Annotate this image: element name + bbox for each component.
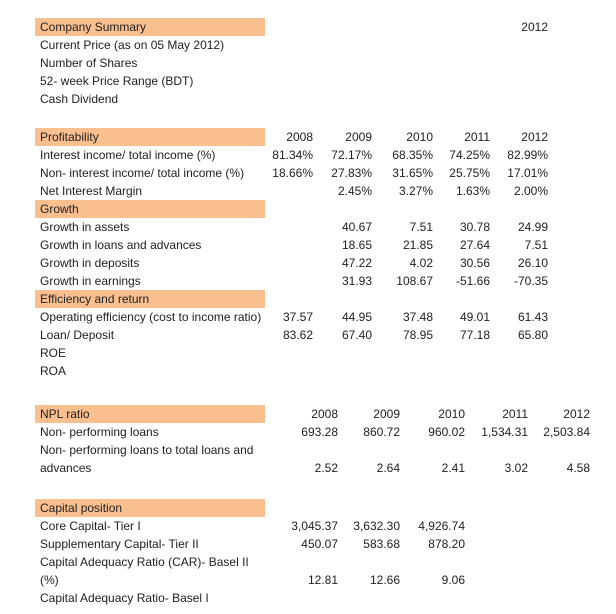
- table-row: [35, 164, 548, 182]
- row-label: ROA: [40, 364, 67, 378]
- value-cell: 3.02: [504, 461, 528, 475]
- table-row: [35, 535, 590, 553]
- empty-cell: [433, 18, 490, 36]
- row-label: 52- week Price Range (BDT): [40, 74, 194, 88]
- value-cell: 31.93: [341, 274, 372, 288]
- year-column-header: 2010: [406, 130, 433, 144]
- value-cell: 878.20: [428, 537, 465, 551]
- year-column-header: 2011: [502, 407, 528, 421]
- value-cell: 1,534.31: [481, 425, 528, 439]
- row-label: Non- performing loans to total loans and advances: [40, 443, 254, 475]
- section-header-row: [35, 18, 548, 36]
- value-cell: 3,632.30: [353, 519, 400, 533]
- value-cell: -51.66: [455, 274, 490, 288]
- value-cell: 2.52: [314, 461, 338, 475]
- value-cell: 3.27%: [398, 184, 433, 198]
- row-label: ROE: [40, 346, 67, 360]
- value-cell: 30.56: [459, 256, 490, 270]
- value-cell: 4.58: [566, 461, 590, 475]
- table-row: [35, 308, 548, 326]
- value-cell: 108.67: [396, 274, 433, 288]
- value-cell: 30.78: [459, 220, 490, 234]
- empty-cell: [265, 218, 313, 236]
- table-row: [35, 441, 590, 477]
- empty-cell: [528, 589, 590, 607]
- row-label: Supplementary Capital- Tier II: [40, 537, 199, 551]
- value-cell: 82.99%: [507, 148, 548, 162]
- empty-cell: [490, 72, 548, 90]
- value-cell: -70.35: [513, 274, 548, 288]
- value-cell: 83.62: [282, 328, 313, 342]
- table-row: [35, 517, 590, 535]
- spacer: [35, 108, 616, 128]
- table-row: [35, 254, 548, 272]
- empty-cell: [265, 72, 313, 90]
- value-cell: 74.25%: [449, 148, 490, 162]
- value-cell: 72.17%: [331, 148, 372, 162]
- row-label: Current Price (as on 05 May 2012): [40, 38, 225, 52]
- row-label: Capital Adequacy Ratio (CAR)- Basel II (%): [40, 555, 249, 587]
- empty-cell: [313, 90, 372, 108]
- value-cell: 12.81: [307, 573, 338, 587]
- spacer: [35, 477, 616, 499]
- empty-cell: [265, 90, 313, 108]
- table-row: [35, 90, 548, 108]
- table-row: [35, 553, 590, 589]
- value-cell: 1.63%: [455, 184, 490, 198]
- value-cell: 27.83%: [331, 166, 372, 180]
- table-row: [35, 272, 548, 290]
- value-cell: 65.80: [517, 328, 548, 342]
- empty-cell: [465, 535, 528, 553]
- row-label: Interest income/ total income (%): [40, 148, 216, 162]
- section-header-row: [35, 290, 548, 308]
- empty-cell: [265, 182, 313, 200]
- section-header: Capital position: [35, 499, 265, 517]
- empty-cell: [433, 344, 490, 362]
- empty-cell: [265, 362, 313, 380]
- value-cell: 81.34%: [272, 148, 313, 162]
- value-cell: 77.18: [459, 328, 490, 342]
- section-header: Efficiency and return: [35, 290, 265, 308]
- value-cell: 31.65%: [392, 166, 433, 180]
- empty-cell: [490, 36, 548, 54]
- empty-cell: [265, 236, 313, 254]
- empty-cell: [372, 344, 433, 362]
- section-header: Profitability: [35, 128, 265, 146]
- empty-cell: [433, 36, 490, 54]
- value-cell: 78.95: [402, 328, 433, 342]
- value-cell: 61.43: [517, 310, 548, 324]
- row-label: Non- interest income/ total income (%): [40, 166, 245, 180]
- empty-cell: [372, 54, 433, 72]
- value-cell: 67.40: [341, 328, 372, 342]
- value-cell: 7.51: [409, 220, 433, 234]
- empty-cell: [490, 200, 548, 218]
- empty-cell: [313, 72, 372, 90]
- empty-cell: [313, 54, 372, 72]
- value-cell: 44.95: [341, 310, 372, 324]
- table-row: [35, 326, 548, 344]
- row-label: Number of Shares: [40, 56, 138, 70]
- row-label: Growth in assets: [40, 220, 130, 234]
- empty-cell: [265, 36, 313, 54]
- value-cell: 37.57: [282, 310, 313, 324]
- table-row: [35, 36, 548, 54]
- value-cell: 2.64: [376, 461, 400, 475]
- table-row: [35, 72, 548, 90]
- value-cell: 18.65: [341, 238, 372, 252]
- empty-cell: [372, 18, 433, 36]
- spacer: [35, 380, 616, 405]
- empty-cell: [528, 517, 590, 535]
- empty-cell: [372, 200, 433, 218]
- value-cell: 47.22: [341, 256, 372, 270]
- row-label: Cash Dividend: [40, 92, 119, 106]
- value-cell: 9.06: [441, 573, 465, 587]
- empty-cell: [528, 499, 590, 517]
- value-cell: 40.67: [341, 220, 372, 234]
- section-header: NPL ratio: [35, 405, 265, 423]
- table-row: [35, 54, 548, 72]
- table-row: [35, 589, 590, 607]
- value-cell: 26.10: [517, 256, 548, 270]
- year-column-header: 2012: [563, 407, 590, 421]
- table-row: [35, 146, 548, 164]
- empty-cell: [490, 290, 548, 308]
- value-cell: 25.75%: [449, 166, 490, 180]
- value-cell: 17.01%: [507, 166, 548, 180]
- value-cell: 24.99: [517, 220, 548, 234]
- empty-cell: [313, 36, 372, 54]
- section-header-row: [35, 405, 590, 423]
- row-label: Growth in deposits: [40, 256, 140, 270]
- value-cell: 2.45%: [337, 184, 372, 198]
- empty-cell: [465, 589, 528, 607]
- empty-cell: [265, 499, 338, 517]
- year-column-header: 2009: [345, 130, 372, 144]
- table-row: [35, 182, 548, 200]
- company-summary-table: [35, 18, 548, 108]
- value-cell: 12.66: [369, 573, 400, 587]
- value-cell: 583.68: [363, 537, 400, 551]
- empty-cell: [372, 72, 433, 90]
- capital-position-table: [35, 499, 590, 607]
- row-label: Non- performing loans: [40, 425, 159, 439]
- section-header: Growth: [35, 200, 265, 218]
- empty-cell: [338, 499, 400, 517]
- row-label: Core Capital- Tier I: [40, 519, 141, 533]
- empty-cell: [313, 290, 372, 308]
- value-cell: 21.85: [402, 238, 433, 252]
- table-row: [35, 344, 548, 362]
- value-cell: 450.07: [301, 537, 338, 551]
- empty-cell: [400, 499, 465, 517]
- empty-cell: [313, 344, 372, 362]
- empty-cell: [528, 553, 590, 589]
- empty-cell: [528, 535, 590, 553]
- empty-cell: [265, 272, 313, 290]
- table-row: [35, 218, 548, 236]
- empty-cell: [433, 72, 490, 90]
- value-cell: 4,926.74: [418, 519, 465, 533]
- section-header-row: [35, 128, 548, 146]
- empty-cell: [490, 90, 548, 108]
- value-cell: 860.72: [363, 425, 400, 439]
- empty-cell: [265, 254, 313, 272]
- value-cell: 68.35%: [392, 148, 433, 162]
- section-header-row: [35, 499, 590, 517]
- value-cell: 49.01: [459, 310, 490, 324]
- empty-cell: [400, 589, 465, 607]
- row-label: Growth in loans and advances: [40, 238, 202, 252]
- section-header: Company Summary: [35, 18, 265, 36]
- npl-ratio-table: [35, 405, 590, 477]
- year-column-header: 2011: [464, 130, 490, 144]
- empty-cell: [338, 589, 400, 607]
- table-row: [35, 362, 548, 380]
- value-cell: 3,045.37: [291, 519, 338, 533]
- table-row: [35, 236, 548, 254]
- value-cell: 2.00%: [513, 184, 548, 198]
- empty-cell: [490, 344, 548, 362]
- empty-cell: [372, 90, 433, 108]
- value-cell: 2.41: [441, 461, 465, 475]
- empty-cell: [265, 54, 313, 72]
- year-column-header: 2008: [286, 130, 313, 144]
- value-cell: 37.48: [402, 310, 433, 324]
- value-cell: 2,503.84: [543, 425, 590, 439]
- year-column-header: 2008: [311, 407, 338, 421]
- year-column-header: 2009: [373, 407, 400, 421]
- empty-cell: [490, 54, 548, 72]
- empty-cell: [465, 517, 528, 535]
- empty-cell: [433, 200, 490, 218]
- empty-cell: [433, 54, 490, 72]
- empty-cell: [265, 589, 338, 607]
- empty-cell: [433, 290, 490, 308]
- row-label: Loan/ Deposit: [40, 328, 115, 342]
- value-cell: 960.02: [428, 425, 465, 439]
- value-cell: 18.66%: [272, 166, 313, 180]
- row-label: Net Interest Margin: [40, 184, 143, 198]
- empty-cell: [490, 362, 548, 380]
- empty-cell: [433, 362, 490, 380]
- empty-cell: [372, 36, 433, 54]
- value-cell: 7.51: [524, 238, 548, 252]
- empty-cell: [433, 90, 490, 108]
- value-cell: 27.64: [459, 238, 490, 252]
- empty-cell: [313, 18, 372, 36]
- row-label: Operating efficiency (cost to income ratio): [40, 310, 262, 324]
- empty-cell: [265, 344, 313, 362]
- metrics-table: [35, 128, 548, 380]
- table-row: [35, 423, 590, 441]
- row-label: Capital Adequacy Ratio- Basel I: [40, 591, 209, 605]
- empty-cell: [465, 553, 528, 589]
- empty-cell: [265, 18, 313, 36]
- year-column-header: 2012: [521, 20, 548, 34]
- empty-cell: [372, 290, 433, 308]
- value-cell: 4.02: [409, 256, 433, 270]
- row-label: Growth in earnings: [40, 274, 141, 288]
- empty-cell: [372, 362, 433, 380]
- section-header-row: [35, 200, 548, 218]
- year-column-header: 2012: [521, 130, 548, 144]
- empty-cell: [313, 200, 372, 218]
- empty-cell: [265, 290, 313, 308]
- empty-cell: [313, 362, 372, 380]
- year-column-header: 2010: [438, 407, 465, 421]
- empty-cell: [465, 499, 528, 517]
- empty-cell: [265, 200, 313, 218]
- value-cell: 693.28: [301, 425, 338, 439]
